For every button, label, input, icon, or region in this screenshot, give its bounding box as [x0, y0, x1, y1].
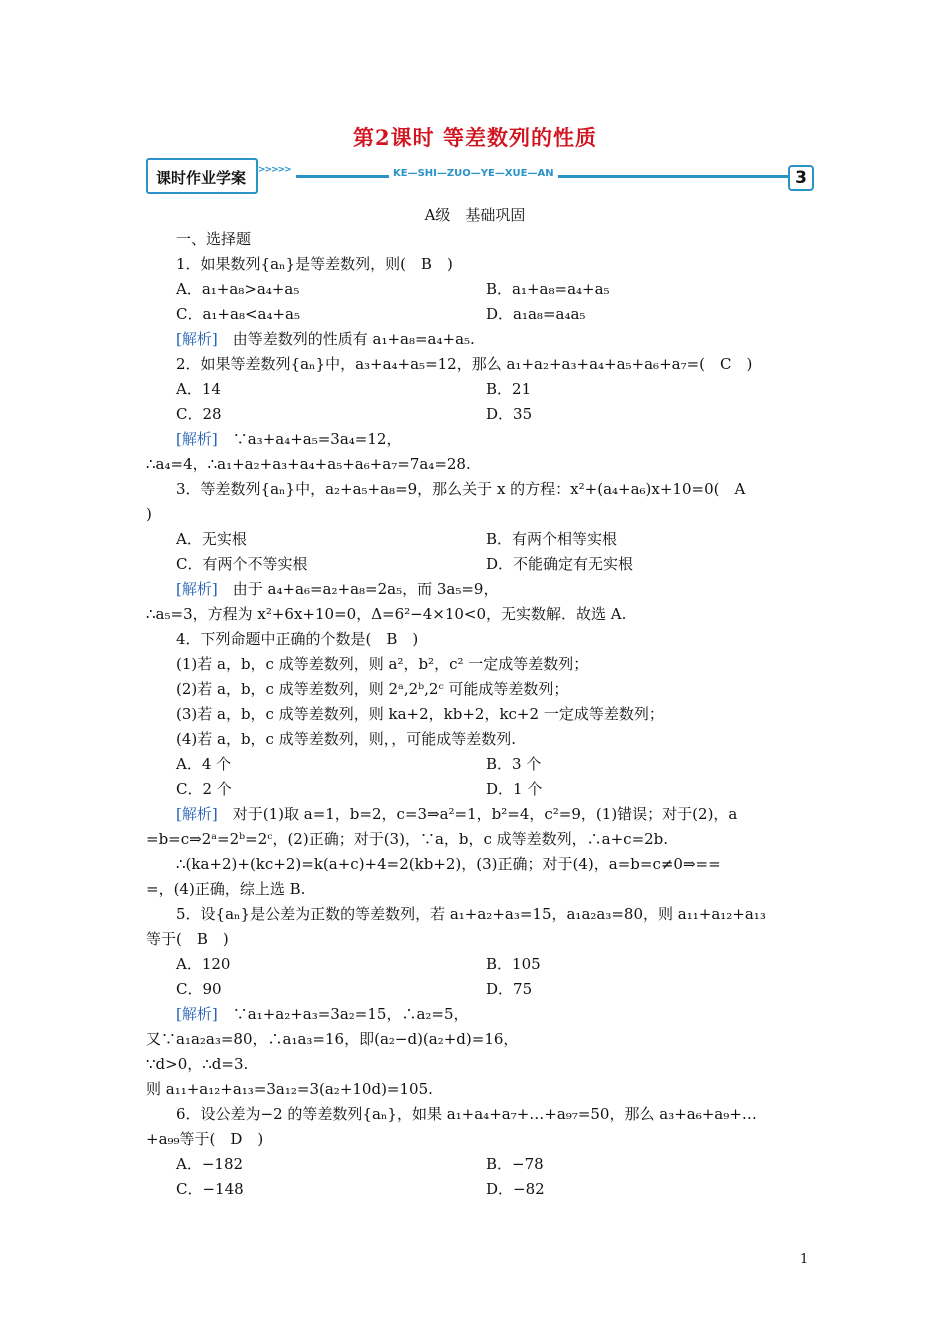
analysis-text: ∴a₅=3，方程为 x²+6x+10=0，Δ=6²−4×10<0，无实数解．故选 A.	[146, 605, 627, 623]
option-b: B．105	[486, 955, 541, 973]
page-number: 1	[800, 1252, 809, 1267]
proposition-1: (1)若 a，b，c 成等差数列，则 a²，b²，c² 一定成等差数列；	[176, 655, 589, 673]
question-5-options-row-2	[146, 977, 810, 1002]
analysis-text: 则 a₁₁+a₁₂+a₁₃=3a₁₂=3(a₂+10d)=105.	[146, 1080, 433, 1098]
question-5-stem-cont: 等于( B )	[146, 930, 229, 948]
analysis-text: ∴(ka+2)+(kc+2)=k(a+c)+4=2(kb+2)，(3)正确；对于(4)，a=b=c≠0⇒==	[176, 855, 721, 873]
option-c: C．a₁+a₈<a₄+a₅	[176, 305, 301, 323]
option-c: C．90	[176, 980, 222, 998]
banner-label: 课时作业学案	[156, 169, 247, 187]
analysis-text: ∴a₄=4，∴a₁+a₂+a₃+a₄+a₅+a₆+a₇=7a₄=28.	[146, 455, 471, 473]
analysis-tag: [解析]	[176, 430, 218, 448]
question-3-analysis	[146, 577, 810, 602]
analysis-text: ∵a₁+a₂+a₃=3a₂=15，∴a₂=5，	[232, 1005, 469, 1023]
question-1-options-row-1	[146, 277, 810, 302]
option-c: C．−148	[176, 1180, 244, 1198]
analysis-text: =b=c⇒2ᵃ=2ᵇ=2ᶜ，(2)正确；对于(3)，∵a，b，c 成等差数列，∴a+c=2b.	[146, 830, 669, 848]
analysis-text: 又∵a₁a₂a₃=80，∴a₁a₃=16，即(a₂−d)(a₂+d)=16，	[146, 1030, 519, 1048]
question-6-stem: 6．设公差为−2 的等差数列{aₙ}，如果 a₁+a₄+a₇+…+a₉₇=50，那么 a₃+a₆+a₉+…	[176, 1105, 757, 1123]
option-b: B．有两个相等实根	[486, 530, 618, 548]
question-4-options-row-1	[146, 752, 810, 777]
question-6-options-row-2	[146, 1177, 810, 1202]
option-a: A．14	[176, 380, 221, 398]
banner-label-box	[146, 158, 258, 194]
analysis-text: 对于(1)取 a=1，b=2，c=3⇒a²=1，b²=4，c²=9，(1)错误；对于(2)，a	[232, 805, 738, 823]
option-b: B．21	[486, 380, 532, 398]
question-list	[146, 227, 810, 1202]
option-d: D．a₁a₈=a₄a₅	[486, 305, 586, 323]
question-6-stem-cont: +a₉₉等于( D )	[146, 1130, 264, 1148]
option-a: A．a₁+a₈>a₄+a₅	[176, 280, 300, 298]
question-2-options-row-1	[146, 377, 810, 402]
level-heading: A级 基础巩固	[424, 206, 526, 224]
banner-arrows-icon: >>>>>	[258, 165, 291, 175]
banner-pinyin: KE—SHI—ZUO—YE—XUE—AN	[389, 168, 558, 179]
proposition-2: (2)若 a，b，c 成等差数列，则 2ᵃ,2ᵇ,2ᶜ 可能成等差数列；	[176, 680, 569, 698]
question-1-options-row-2	[146, 302, 810, 327]
page-title: 第2课时 等差数列的性质	[353, 125, 597, 150]
proposition-3: (3)若 a，b，c 成等差数列，则 ka+2，kb+2，kc+2 一定成等差数列；	[176, 705, 664, 723]
option-a: A．120	[176, 955, 231, 973]
banner-number-badge: 3	[788, 165, 814, 191]
option-d: D．−82	[486, 1180, 545, 1198]
option-a: A．−182	[176, 1155, 244, 1173]
question-5-options-row-1	[146, 952, 810, 977]
question-1-analysis	[146, 327, 810, 352]
analysis-tag: [解析]	[176, 1005, 218, 1023]
question-5-stem: 5．设{aₙ}是公差为正数的等差数列，若 a₁+a₂+a₃=15，a₁a₂a₃=80，则 a₁₁+a₁₂+a₁₃	[176, 905, 766, 923]
option-d: D．35	[486, 405, 533, 423]
analysis-tag: [解析]	[176, 330, 218, 348]
option-a: A．4 个	[176, 755, 232, 773]
question-3-stem: 3．等差数列{aₙ}中，a₂+a₅+a₈=9，那么关于 x 的方程：x²+(a₄+a₆)x+10=0( A	[176, 480, 746, 498]
analysis-text: 由于 a₄+a₆=a₂+a₈=2a₅，而 3a₅=9，	[232, 580, 499, 598]
option-d: D．不能确定有无实根	[486, 555, 634, 573]
question-2-stem: 2．如果等差数列{aₙ}中，a₃+a₄+a₅=12，那么 a₁+a₂+a₃+a₄+a₅+a₆+a₇=( C )	[176, 355, 753, 373]
analysis-tag: [解析]	[176, 580, 218, 598]
option-d: D．75	[486, 980, 533, 998]
question-4-options-row-2	[146, 777, 810, 802]
question-4-stem: 4．下列命题中正确的个数是( B )	[176, 630, 419, 648]
option-c: C．28	[176, 405, 222, 423]
option-d: D．1 个	[486, 780, 543, 798]
question-3-options-row-2	[146, 552, 810, 577]
section-heading: 一、选择题	[176, 230, 252, 248]
question-5-analysis	[146, 1002, 810, 1027]
option-b: B．−78	[486, 1155, 544, 1173]
option-b: B．3 个	[486, 755, 542, 773]
option-b: B．a₁+a₈=a₄+a₅	[486, 280, 610, 298]
question-1-stem: 1．如果数列{aₙ}是等差数列，则( B )	[176, 255, 453, 273]
analysis-tag: [解析]	[176, 805, 218, 823]
question-2-analysis	[146, 427, 810, 452]
question-3-options-row-1	[146, 527, 810, 552]
analysis-text: ∵a₃+a₄+a₅=3a₄=12，	[232, 430, 402, 448]
proposition-4: (4)若 a，b，c 成等差数列，则，，可能成等差数列.	[176, 730, 516, 748]
option-c: C．2 个	[176, 780, 232, 798]
analysis-text: =，(4)正确，综上选 B.	[146, 880, 306, 898]
option-c: C．有两个不等实根	[176, 555, 308, 573]
option-a: A．无实根	[176, 530, 247, 548]
question-6-options-row-1	[146, 1152, 810, 1177]
analysis-text: ∵d>0，∴d=3.	[146, 1055, 249, 1073]
question-4-analysis	[146, 802, 810, 827]
question-2-options-row-2	[146, 402, 810, 427]
analysis-text: 由等差数列的性质有 a₁+a₈=a₄+a₅.	[232, 330, 475, 348]
lesson-banner	[146, 156, 814, 196]
question-3-stem-cont: )	[146, 505, 152, 523]
